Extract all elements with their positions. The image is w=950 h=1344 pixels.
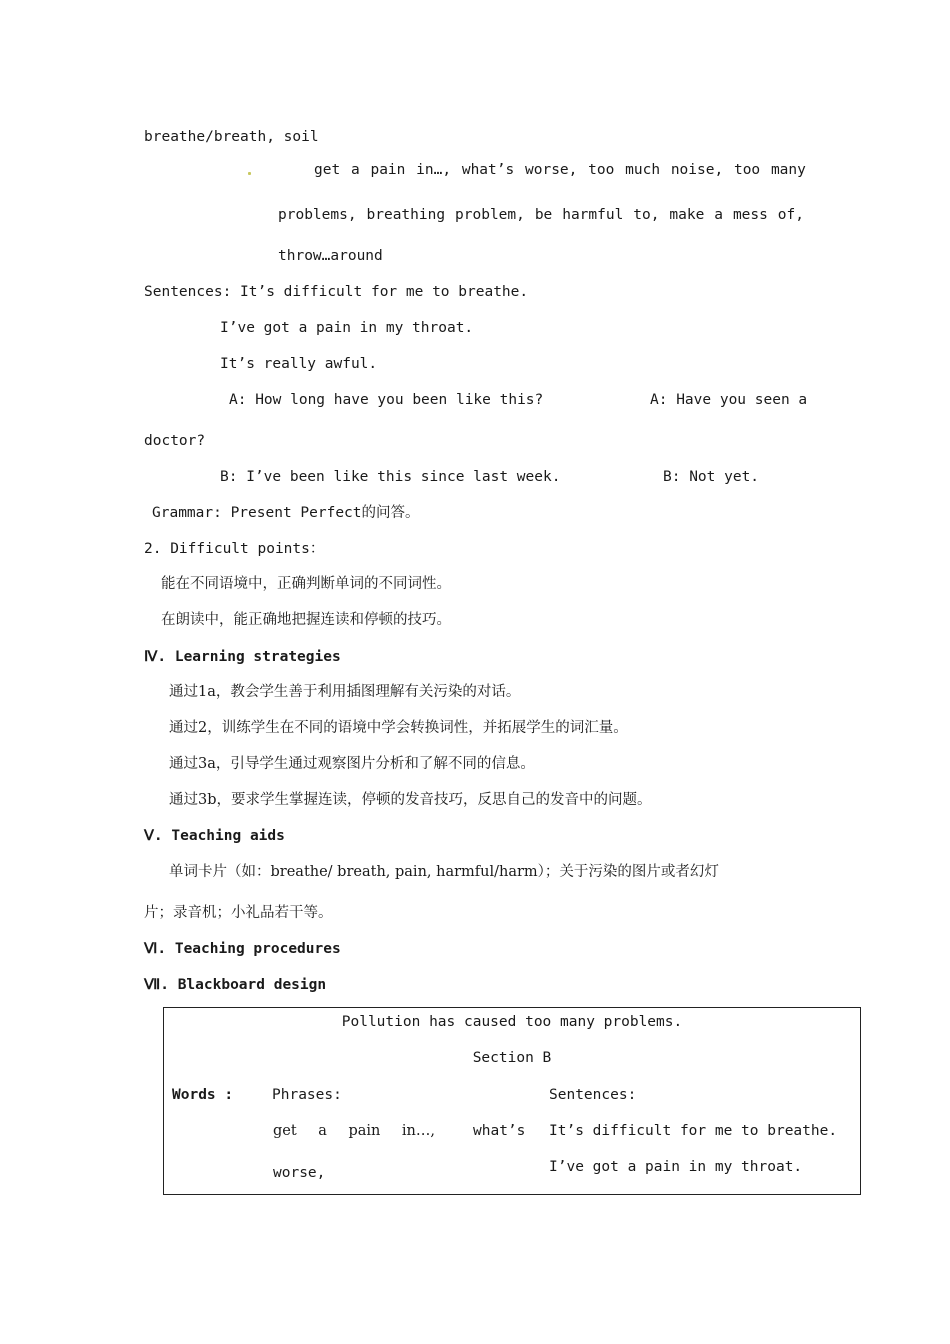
phrase-word: worse, <box>525 162 578 178</box>
phrase-word: to, <box>633 207 660 223</box>
phrase-word: pain <box>370 162 406 178</box>
sentences-line-3: It’s really awful. <box>220 356 378 372</box>
marker-dot <box>248 172 251 175</box>
phrase-word: in…, <box>416 162 452 178</box>
phrase-word: a <box>714 207 723 223</box>
strategy-item: 通过3a，引导学生通过观察图片分析和了解不同的信息。 <box>169 756 535 772</box>
phrases-line-3: throw…around <box>278 248 383 264</box>
difficult-point-item: 在朗读中，能正确地把握连读和停顿的技巧。 <box>161 612 451 628</box>
phrase-word: what’s <box>461 162 515 178</box>
difficult-points-heading: 2. Difficult points： <box>144 541 325 557</box>
phrases-line-1 <box>314 161 806 179</box>
blackboard-words-label: Words : <box>172 1087 234 1103</box>
blackboard-design-heading: Ⅶ. Blackboard design <box>144 977 327 993</box>
phrase-word: get <box>314 162 341 178</box>
blackboard-sentence-2: I’ve got a pain in my throat. <box>549 1159 803 1175</box>
dialog-b-answer-2: B: Not yet. <box>663 469 760 485</box>
dialog-a-question-2-cont: doctor? <box>144 433 206 449</box>
teaching-procedures-heading: Ⅵ. Teaching procedures <box>144 941 341 957</box>
phrase-word: harmful <box>562 207 624 223</box>
blackboard-phrase-line-2: worse, <box>273 1165 326 1181</box>
teaching-aids-heading: Ⅴ. Teaching aids <box>144 828 285 844</box>
strategy-item: 通过3b，要求学生掌握连读，停顿的发音技巧，反思自己的发音中的问题。 <box>169 792 652 808</box>
phrase-word: many <box>770 162 806 178</box>
phrase-word: problem, <box>455 207 525 223</box>
phrase-word: noise, <box>670 162 724 178</box>
phrase-word: make <box>669 207 705 223</box>
blackboard-sentence-1: It’s difficult for me to breathe. <box>549 1123 838 1139</box>
blackboard-phrases-label: Phrases: <box>272 1087 342 1103</box>
teaching-aids-line-1: 单词卡片（如：breathe/ breath, pain, harmful/harm）；关于污染的图片或者幻灯 <box>169 864 719 880</box>
teaching-aids-line-2: 片；录音机；小礼品若干等。 <box>144 905 333 921</box>
phrase-word: much <box>625 162 661 178</box>
blackboard-phrase-whats: what’s <box>473 1123 526 1139</box>
sentences-line-1: Sentences: It’s difficult for me to breathe. <box>144 284 529 300</box>
grammar-line: Grammar: Present Perfect的问答。 <box>152 505 420 521</box>
phrase-word: too <box>733 162 761 178</box>
difficult-point-item: 能在不同语境中，正确判断单词的不同词性。 <box>161 576 451 592</box>
blackboard-section: Section B <box>472 1050 552 1066</box>
blackboard-phrase-word: a <box>318 1123 327 1139</box>
blackboard-phrase-word: pain <box>348 1123 381 1139</box>
dialog-a-question-2: A: Have you seen a <box>650 392 808 408</box>
blackboard-phrase-word: in…, <box>401 1123 435 1139</box>
blackboard-phrase-word: get <box>273 1123 297 1139</box>
phrase-word: problems, <box>278 207 357 223</box>
sentences-line-2: I’ve got a pain in my throat. <box>220 320 474 336</box>
vocab-words-line: breathe/breath, soil <box>144 129 319 145</box>
phrase-word: a <box>350 162 360 178</box>
dialog-a-question-1: A: How long have you been like this? <box>229 392 544 408</box>
strategy-item: 通过1a，教会学生善于利用插图理解有关污染的对话。 <box>169 684 521 700</box>
phrases-line-2 <box>278 206 804 224</box>
phrase-word: be <box>534 207 553 223</box>
phrase-word: mess <box>732 207 768 223</box>
strategy-item: 通过2，训练学生在不同的语境中学会转换词性，并拓展学生的词汇量。 <box>169 720 628 736</box>
blackboard-design-box <box>163 1007 861 1195</box>
blackboard-sentences-label: Sentences: <box>549 1087 637 1103</box>
blackboard-phrase-line-1 <box>273 1122 435 1140</box>
learning-strategies-heading: Ⅳ. Learning strategies <box>144 649 341 665</box>
phrase-word: breathing <box>366 207 446 223</box>
phrase-word: too <box>588 162 615 178</box>
phrase-word: of, <box>777 207 804 223</box>
blackboard-title: Pollution has caused too many problems. <box>341 1014 683 1030</box>
dialog-b-answer-1: B: I’ve been like this since last week. <box>220 469 561 485</box>
